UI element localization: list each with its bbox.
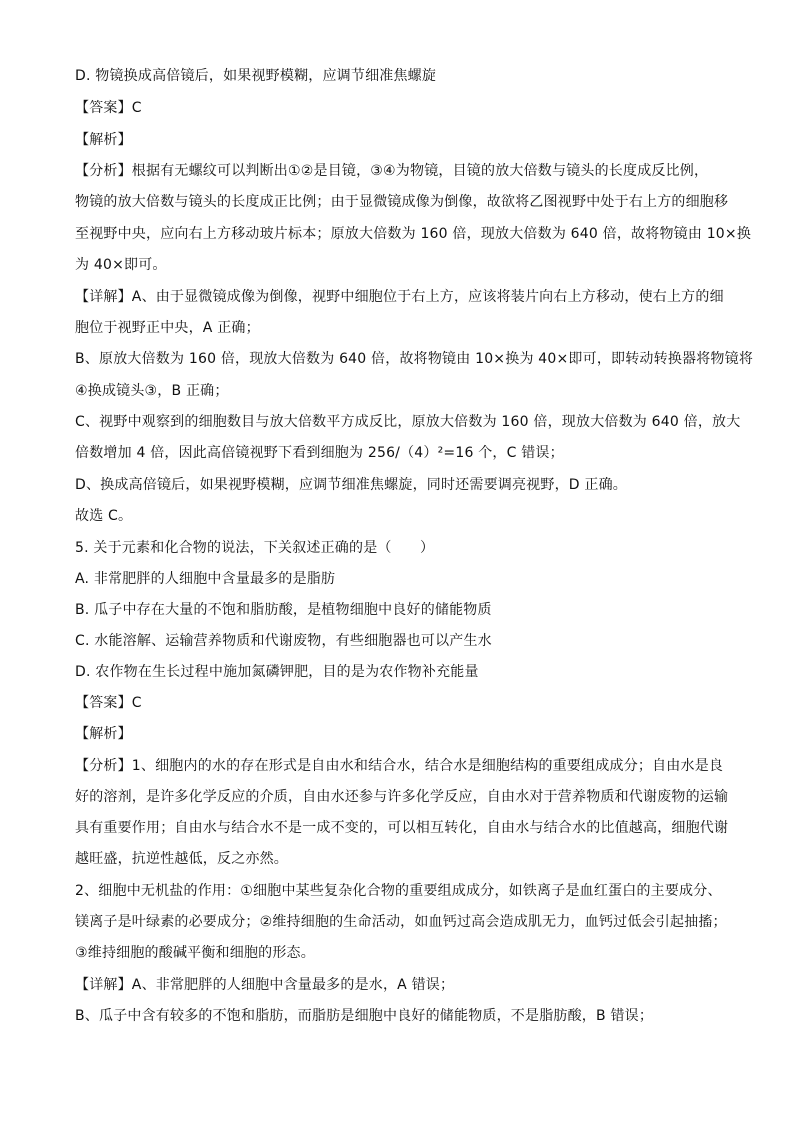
analysis-line: 至视野中央，应向右上方移动玻片标本；原放大倍数为 160 倍，现放大倍数为 640 倍，故将物镜由 10×换 xyxy=(75,226,752,242)
option-d-prev: D. 物镜换成高倍镜后，如果视野模糊，应调节细准焦螺旋 xyxy=(75,68,437,84)
analysis-line: 为 40×即可。 xyxy=(75,257,167,273)
analysis-line: 具有重要作用；自由水与结合水不是一成不变的，可以相互转化，自由水与结合水的比值越高，细胞代谢 xyxy=(75,820,729,836)
detail-line: ④换成镜头③，B 正确； xyxy=(75,383,229,399)
detail-line: D、换成高倍镜后，如果视野模糊，应调节细准焦螺旋，同时还需要调亮视野，D 正确。 xyxy=(75,477,628,493)
option-b: B. 瓜子中存在大量的不饱和脂肪酸，是植物细胞中良好的储能物质 xyxy=(75,602,492,618)
detail-line: 倍数增加 4 倍，因此高倍镜视野下看到细胞为 256/（4）²=16 个，C 错误； xyxy=(75,445,564,461)
answer-label: 【答案】C xyxy=(75,695,142,711)
option-d: D. 农作物在生长过程中施加氮磷钾肥，目的是为农作物补充能量 xyxy=(75,664,479,680)
option-a: A. 非常肥胖的人细胞中含量最多的是脂肪 xyxy=(75,571,336,587)
analysis-line: 2、细胞中无机盐的作用：①细胞中某些复杂化合物的重要组成成分，如铁离子是血红蛋白的主要成分、 xyxy=(75,883,722,899)
analysis-line: 好的溶剂，是许多化学反应的介质，自由水还参与许多化学反应，自由水对于营养物质和代谢废物的运输 xyxy=(75,789,729,805)
detail-line: B、原放大倍数为 160 倍，现放大倍数为 640 倍，故将物镜由 10×换为 40×即可，即转动转换器将物镜将 xyxy=(75,351,754,367)
conclusion-line: 故选 C。 xyxy=(75,508,133,524)
answer-label: 【答案】C xyxy=(75,100,142,116)
detail-line: C、视野中观察到的细胞数目与放大倍数平方成反比，原放大倍数为 160 倍，现放大倍数为 640 倍，放大 xyxy=(75,414,741,430)
detail-line: 【详解】A、非常肥胖的人细胞中含量最多的是水，A 错误； xyxy=(75,977,455,993)
analysis-line: 【分析】1、细胞内的水的存在形式是自由水和结合水，结合水是细胞结构的重要组成成分；自由水是良 xyxy=(75,758,724,774)
detail-line: 胞位于视野正中央，A 正确； xyxy=(75,320,260,336)
detail-line: B、瓜子中含有较多的不饱和脂肪，而脂肪是细胞中良好的储能物质，不是脂肪酸，B 错误； xyxy=(75,1008,654,1024)
analysis-heading: 【解析】 xyxy=(75,132,132,148)
analysis-line: 物镜的放大倍数与镜头的长度成正比例；由于显微镜成像为倒像，故欲将乙图视野中处于右上方的细胞移 xyxy=(75,194,729,210)
analysis-line: ③维持细胞的酸碱平衡和细胞的形态。 xyxy=(75,945,315,961)
analysis-heading: 【解析】 xyxy=(75,726,132,742)
analysis-line: 【分析】根据有无螺纹可以判断出①②是目镜，③④为物镜，目镜的放大倍数与镜头的长度成反比例， xyxy=(75,163,709,179)
analysis-line: 镁离子是叶绿素的必要成分；②维持细胞的生命活动，如血钙过高会造成肌无力，血钙过低会引起抽搐； xyxy=(75,914,727,930)
analysis-line: 越旺盛，抗逆性越低，反之亦然。 xyxy=(75,851,288,867)
question-5-stem: 5. 关于元素和化合物的说法，下关叙述正确的是（ ） xyxy=(75,540,435,556)
option-c: C. 水能溶解、运输营养物质和代谢废物，有些细胞器也可以产生水 xyxy=(75,633,492,649)
detail-line: 【详解】A、由于显微镜成像为倒像，视野中细胞位于右上方，应该将装片向右上方移动，使右上方的细 xyxy=(75,289,724,305)
